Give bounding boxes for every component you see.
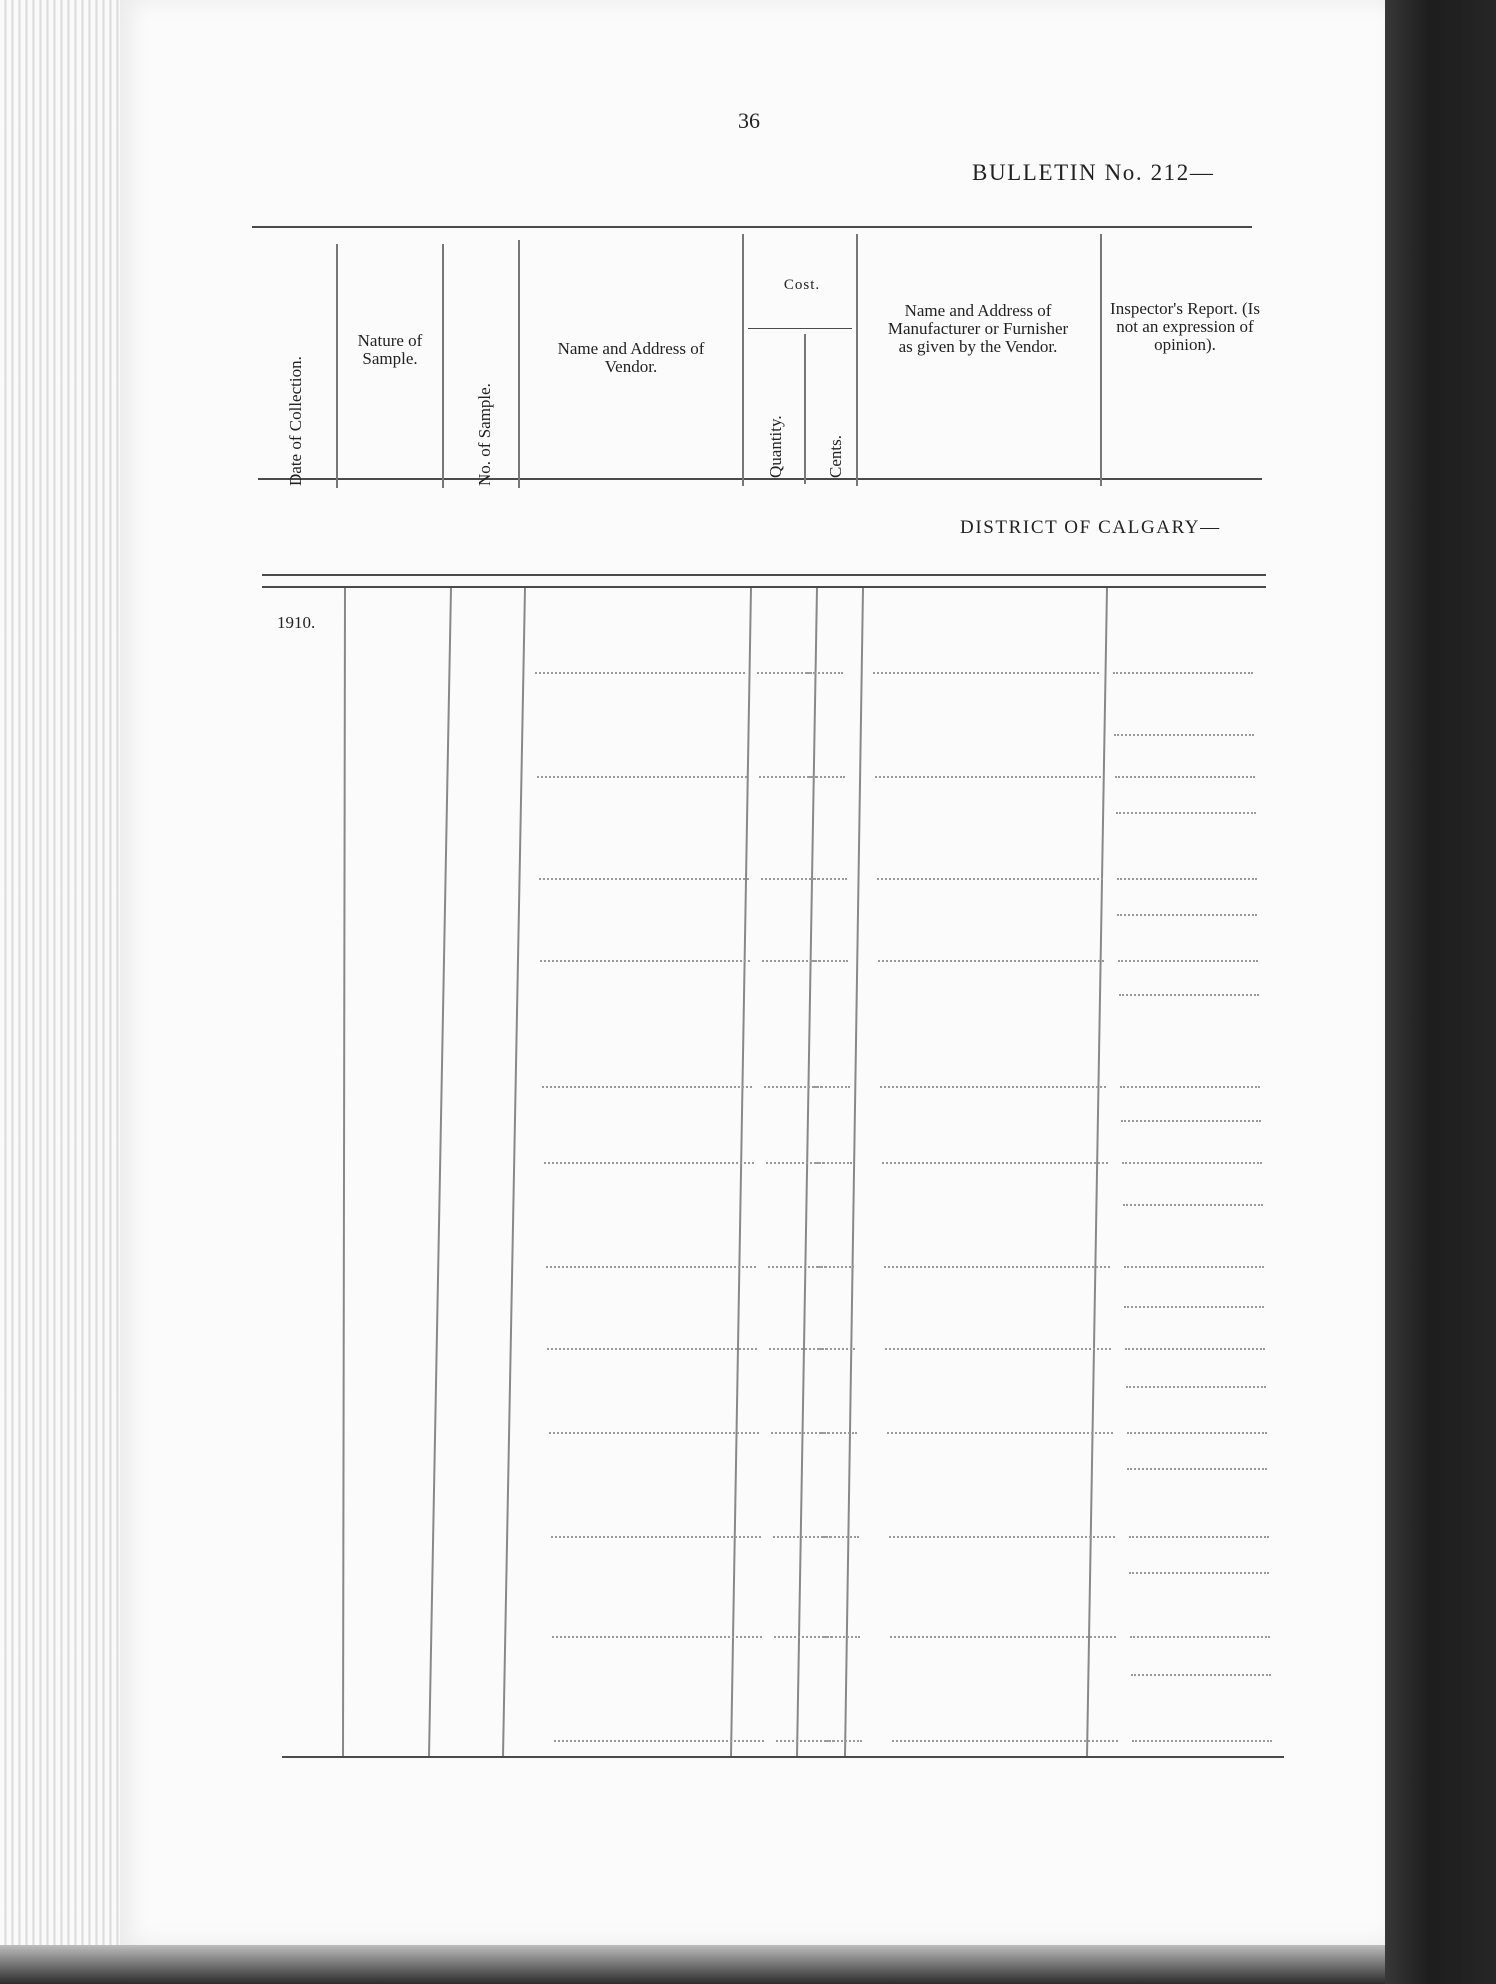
report-leader [1130, 1636, 1270, 1638]
report-leader [1119, 994, 1259, 996]
manufacturer-leader [885, 1348, 1111, 1350]
book-spine [1385, 0, 1496, 1984]
district-rule [262, 574, 1266, 576]
vendor-leader [552, 1636, 762, 1638]
header-date: Date of Collection. [286, 356, 305, 486]
report-leader [1117, 878, 1257, 880]
report-leader [1115, 776, 1255, 778]
header-vendor: Name and Address of Vendor. [557, 339, 705, 376]
report-leader [1129, 1572, 1269, 1574]
vendor-leader [554, 1740, 764, 1742]
district-heading: DISTRICT OF CALGARY— [960, 517, 1221, 538]
manufacturer-leader [878, 960, 1104, 962]
report-leader [1126, 1386, 1266, 1388]
manufacturer-leader [882, 1162, 1108, 1164]
report-leader [1127, 1468, 1267, 1470]
manufacturer-leader [890, 1636, 1116, 1638]
report-leader [1118, 960, 1258, 962]
cents-leader [819, 1348, 855, 1350]
page-bottom-shadow [0, 1945, 1385, 1984]
vendor-leader [547, 1348, 757, 1350]
year-label: 1910. [277, 613, 316, 632]
header-divider [336, 244, 338, 488]
header-cents: Cents. [826, 435, 845, 478]
report-leader [1121, 1120, 1261, 1122]
bulletin-title: BULLETIN No. 212— [972, 160, 1215, 185]
report-leader [1117, 914, 1257, 916]
cents-leader [823, 1536, 859, 1538]
cents-leader [821, 1432, 857, 1434]
cents-leader [818, 1266, 854, 1268]
header-divider [856, 234, 858, 486]
header-divider [742, 234, 744, 486]
cents-leader [807, 672, 843, 674]
report-leader [1116, 812, 1256, 814]
report-leader [1125, 1348, 1265, 1350]
report-leader [1124, 1266, 1264, 1268]
report-leader [1124, 1306, 1264, 1308]
manufacturer-leader [875, 776, 1101, 778]
body-top-rule [262, 586, 1266, 588]
page-number: 36 [738, 108, 760, 133]
vendor-leader [544, 1162, 754, 1164]
header-cost: Cost. [783, 277, 821, 293]
header-quantity: Quantity. [766, 415, 785, 478]
manufacturer-leader [887, 1432, 1113, 1434]
report-leader [1120, 1086, 1260, 1088]
report-leader [1122, 1162, 1262, 1164]
manufacturer-leader [889, 1536, 1115, 1538]
manufacturer-leader [880, 1086, 1106, 1088]
header-divider [1100, 234, 1102, 486]
vendor-leader [539, 878, 749, 880]
cents-leader [812, 960, 848, 962]
report-leader [1113, 672, 1253, 674]
vendor-leader [546, 1266, 756, 1268]
cents-leader [824, 1636, 860, 1638]
vendor-leader [549, 1432, 759, 1434]
report-leader [1129, 1536, 1269, 1538]
report-leader [1123, 1204, 1263, 1206]
table-bottom-rule [282, 1756, 1284, 1758]
header-manufacturer: Name and Address of Manufacturer or Furnisher as given by the Vendor. [887, 301, 1069, 356]
cents-leader [809, 776, 845, 778]
cents-leader [814, 1086, 850, 1088]
header-divider [804, 334, 806, 484]
header-report: Inspector's Report. (Is not an expression of opinion). [1110, 299, 1260, 354]
vendor-leader [551, 1536, 761, 1538]
cost-subrule [748, 328, 852, 329]
header-nature: Nature of Sample. [357, 331, 423, 368]
manufacturer-leader [873, 672, 1099, 674]
manufacturer-leader [892, 1740, 1118, 1742]
header-top-rule [252, 226, 1252, 228]
report-leader [1127, 1432, 1267, 1434]
vendor-leader [535, 672, 745, 674]
report-leader [1114, 734, 1254, 736]
header-bottom-rule [258, 478, 1262, 480]
header-divider [518, 240, 520, 488]
header-number: No. of Sample. [475, 383, 494, 486]
report-leader [1132, 1740, 1272, 1742]
manufacturer-leader [877, 878, 1103, 880]
report-leader [1131, 1674, 1271, 1676]
vendor-leader [540, 960, 750, 962]
cents-leader [826, 1740, 862, 1742]
cents-leader [816, 1162, 852, 1164]
cents-leader [811, 878, 847, 880]
vendor-leader [542, 1086, 752, 1088]
header-divider [442, 244, 444, 488]
manufacturer-leader [884, 1266, 1110, 1268]
vendor-leader [537, 776, 747, 778]
